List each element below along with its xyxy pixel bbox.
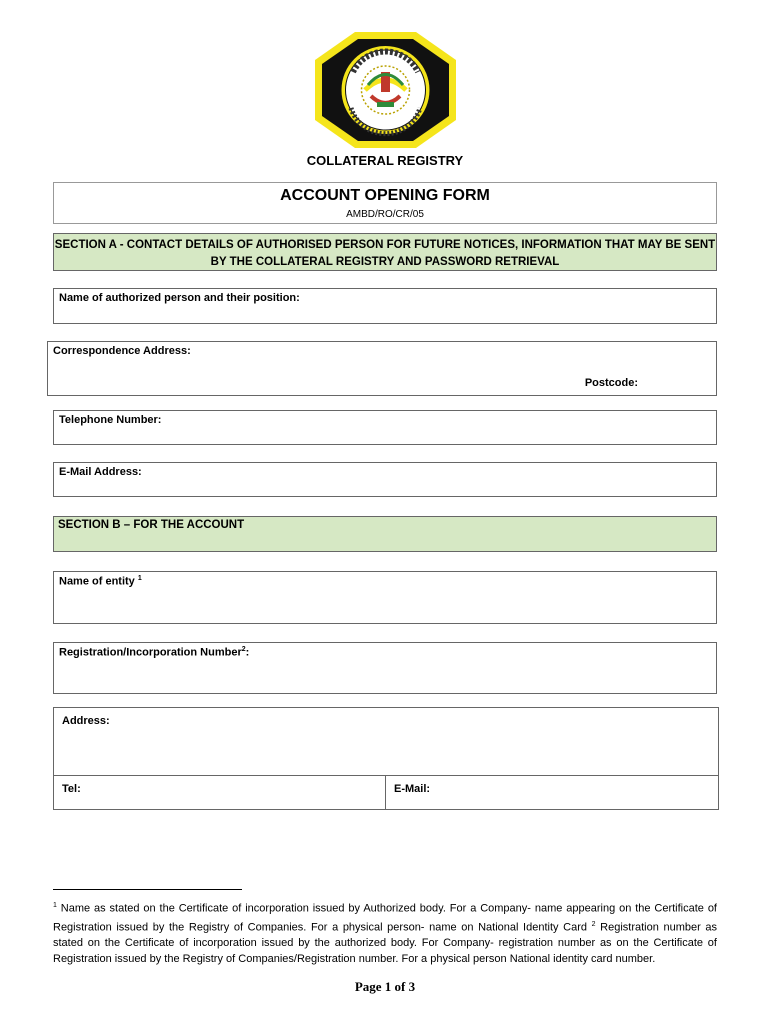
correspondence-address-field[interactable] bbox=[47, 341, 717, 396]
telephone-label: Telephone Number: bbox=[59, 414, 162, 426]
authorized-person-label: Name of authorized person and their position: bbox=[59, 292, 300, 304]
registry-logo bbox=[313, 30, 458, 150]
authorized-person-field[interactable] bbox=[53, 288, 717, 324]
entity-name-field[interactable] bbox=[53, 571, 717, 624]
entity-tel-field[interactable] bbox=[53, 775, 386, 810]
email-field[interactable] bbox=[53, 462, 717, 497]
entity-email-field[interactable] bbox=[385, 775, 719, 810]
correspondence-address-label: Correspondence Address: bbox=[53, 345, 191, 357]
form-title: ACCOUNT OPENING FORM bbox=[280, 187, 490, 204]
entity-tel-label: Tel: bbox=[62, 783, 81, 795]
section-b-heading: SECTION B – FOR THE ACCOUNT bbox=[53, 516, 717, 552]
postcode-label: Postcode: bbox=[584, 377, 638, 389]
entity-name-label: Name of entity bbox=[59, 575, 135, 588]
org-title: COLLATERAL REGISTRY bbox=[306, 153, 464, 168]
section-a-heading: SECTION A - CONTACT DETAILS OF AUTHORISED PERSON FOR FUTURE NOTICES, INFORMATION THAT MAY BE SENT BY THE COLLATERAL REGISTRY AND PASSWORD RETRIEVAL bbox=[53, 233, 717, 271]
footnotes bbox=[53, 898, 717, 967]
footnote-marker-1: 1 bbox=[53, 902, 57, 909]
registration-number-label: Registration/Incorporation Number bbox=[59, 646, 242, 659]
footnote-ref-1: 1 bbox=[137, 575, 142, 582]
footnote-text-1: Name as stated on the Certificate of incorporation issued by Authorized body. For a Company- name appearing on the Certificate of Registration issued by the Registry of Companies. For a physical person- name on National Identity Card bbox=[53, 902, 717, 934]
footnote-text-2: Registration number as stated on the Certificate of incorporation issued by the authorized body. For Company- registration number as on the Certificate of Registration issued by the Registry of Companies/Registration number. For a physical person National identity card number. bbox=[53, 921, 718, 966]
footnote-separator bbox=[53, 889, 242, 890]
footnote-marker-2: 2 bbox=[591, 920, 596, 928]
form-title-box bbox=[53, 182, 717, 224]
entity-address-label: Address: bbox=[62, 715, 110, 727]
footnote-ref-2: 2 bbox=[241, 646, 246, 653]
registration-number-colon: : bbox=[245, 646, 250, 659]
form-code: AMBD/RO/CR/05 bbox=[346, 209, 424, 220]
telephone-field[interactable] bbox=[53, 410, 717, 445]
page-number: Page 1 of 3 bbox=[354, 979, 416, 994]
entity-email-label: E-Mail: bbox=[394, 783, 431, 795]
ambd-crest-emblem-icon bbox=[313, 30, 458, 150]
email-label: E-Mail Address: bbox=[59, 466, 142, 478]
registration-number-field[interactable] bbox=[53, 642, 717, 694]
entity-address-field[interactable] bbox=[53, 707, 719, 776]
